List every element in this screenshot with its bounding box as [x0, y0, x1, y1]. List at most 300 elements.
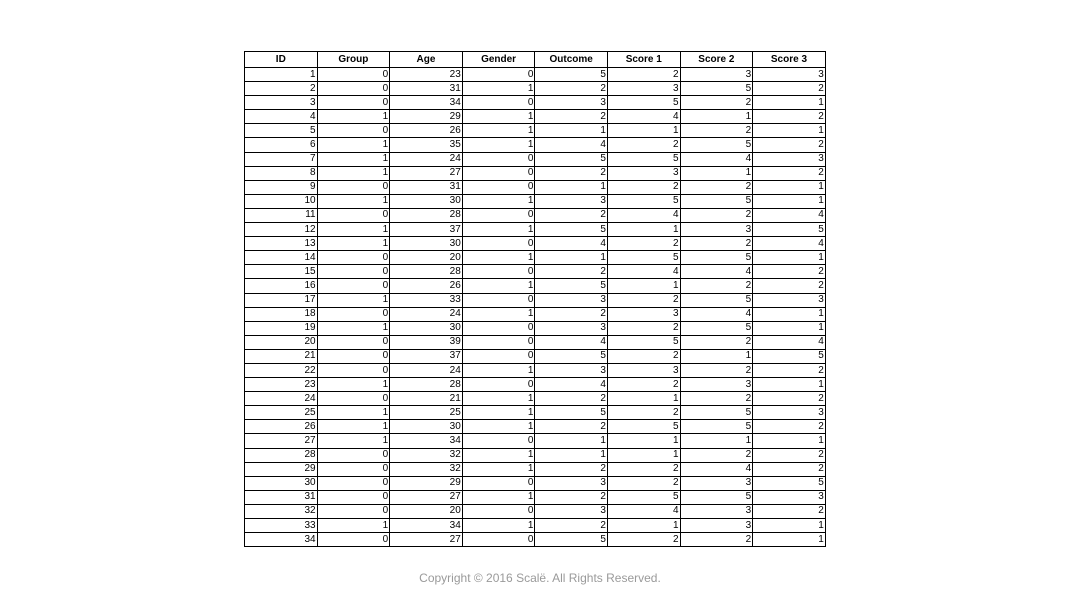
cell-gender: 1 — [462, 110, 535, 124]
cell-age: 28 — [390, 378, 463, 392]
cell-score-1: 5 — [607, 251, 680, 265]
table-row — [245, 378, 826, 392]
cell-group: 1 — [317, 138, 390, 152]
cell-gender: 1 — [462, 223, 535, 237]
cell-score-3: 3 — [753, 152, 826, 166]
cell-group: 0 — [317, 476, 390, 490]
table-row — [245, 321, 826, 335]
cell-age: 37 — [390, 223, 463, 237]
cell-score-1: 5 — [607, 420, 680, 434]
cell-score-1: 2 — [607, 406, 680, 420]
cell-score-1: 1 — [607, 448, 680, 462]
table-row — [245, 82, 826, 96]
cell-group: 0 — [317, 208, 390, 222]
cell-score-1: 3 — [607, 166, 680, 180]
cell-age: 33 — [390, 293, 463, 307]
cell-score-3: 3 — [753, 68, 826, 82]
cell-group: 0 — [317, 448, 390, 462]
cell-age: 23 — [390, 68, 463, 82]
cell-age: 26 — [390, 279, 463, 293]
cell-gender: 0 — [462, 96, 535, 110]
cell-score-2: 5 — [680, 138, 753, 152]
cell-score-2: 3 — [680, 504, 753, 518]
cell-score-2: 5 — [680, 321, 753, 335]
cell-outcome: 3 — [535, 321, 608, 335]
cell-group: 0 — [317, 124, 390, 138]
cell-gender: 0 — [462, 533, 535, 547]
copyright-notice: Copyright © 2016 Scalë. All Rights Reserved. — [419, 571, 661, 585]
cell-gender: 0 — [462, 68, 535, 82]
cell-id: 33 — [245, 519, 318, 533]
cell-score-2: 2 — [680, 208, 753, 222]
cell-group: 0 — [317, 504, 390, 518]
cell-outcome: 5 — [535, 223, 608, 237]
cell-score-1: 4 — [607, 110, 680, 124]
cell-id: 10 — [245, 194, 318, 208]
cell-score-1: 4 — [607, 208, 680, 222]
cell-score-2: 2 — [680, 279, 753, 293]
column-header-score-2: Score 2 — [680, 52, 753, 68]
cell-age: 30 — [390, 237, 463, 251]
cell-score-3: 4 — [753, 237, 826, 251]
cell-score-1: 1 — [607, 279, 680, 293]
cell-score-2: 2 — [680, 335, 753, 349]
cell-outcome: 5 — [535, 152, 608, 166]
cell-score-3: 1 — [753, 180, 826, 194]
cell-score-2: 5 — [680, 406, 753, 420]
cell-age: 27 — [390, 166, 463, 180]
cell-id: 34 — [245, 533, 318, 547]
cell-score-3: 4 — [753, 335, 826, 349]
cell-gender: 0 — [462, 476, 535, 490]
cell-score-3: 2 — [753, 504, 826, 518]
table-row — [245, 138, 826, 152]
table-row — [245, 265, 826, 279]
cell-gender: 0 — [462, 349, 535, 363]
cell-score-3: 4 — [753, 208, 826, 222]
table-row — [245, 434, 826, 448]
cell-id: 25 — [245, 406, 318, 420]
cell-score-1: 5 — [607, 152, 680, 166]
cell-score-2: 4 — [680, 307, 753, 321]
cell-score-3: 2 — [753, 138, 826, 152]
cell-group: 0 — [317, 307, 390, 321]
cell-outcome: 4 — [535, 138, 608, 152]
table-row — [245, 335, 826, 349]
cell-score-1: 2 — [607, 462, 680, 476]
cell-group: 0 — [317, 533, 390, 547]
cell-id: 9 — [245, 180, 318, 194]
cell-score-3: 2 — [753, 448, 826, 462]
cell-gender: 0 — [462, 321, 535, 335]
cell-age: 39 — [390, 335, 463, 349]
cell-age: 27 — [390, 533, 463, 547]
cell-id: 29 — [245, 462, 318, 476]
cell-group: 1 — [317, 406, 390, 420]
table-row — [245, 208, 826, 222]
cell-outcome: 2 — [535, 110, 608, 124]
cell-score-2: 1 — [680, 434, 753, 448]
cell-outcome: 3 — [535, 96, 608, 110]
cell-id: 6 — [245, 138, 318, 152]
cell-outcome: 1 — [535, 448, 608, 462]
cell-score-1: 4 — [607, 504, 680, 518]
cell-id: 14 — [245, 251, 318, 265]
table-row — [245, 363, 826, 377]
cell-age: 30 — [390, 321, 463, 335]
cell-score-2: 1 — [680, 166, 753, 180]
cell-score-3: 1 — [753, 251, 826, 265]
cell-gender: 1 — [462, 194, 535, 208]
cell-score-2: 3 — [680, 378, 753, 392]
cell-score-3: 1 — [753, 96, 826, 110]
cell-id: 26 — [245, 420, 318, 434]
cell-age: 24 — [390, 152, 463, 166]
cell-id: 15 — [245, 265, 318, 279]
cell-outcome: 5 — [535, 279, 608, 293]
cell-gender: 1 — [462, 307, 535, 321]
cell-gender: 0 — [462, 335, 535, 349]
cell-gender: 0 — [462, 237, 535, 251]
cell-gender: 0 — [462, 265, 535, 279]
column-header-score-3: Score 3 — [753, 52, 826, 68]
cell-group: 0 — [317, 82, 390, 96]
cell-score-1: 5 — [607, 490, 680, 504]
cell-score-2: 4 — [680, 265, 753, 279]
table-row — [245, 533, 826, 547]
table-row — [245, 237, 826, 251]
cell-age: 29 — [390, 476, 463, 490]
column-header-score-1: Score 1 — [607, 52, 680, 68]
cell-outcome: 3 — [535, 476, 608, 490]
cell-score-3: 5 — [753, 223, 826, 237]
cell-score-2: 2 — [680, 124, 753, 138]
cell-score-3: 3 — [753, 490, 826, 504]
cell-score-1: 2 — [607, 321, 680, 335]
cell-score-3: 1 — [753, 533, 826, 547]
cell-id: 22 — [245, 363, 318, 377]
cell-score-2: 3 — [680, 68, 753, 82]
cell-score-2: 2 — [680, 180, 753, 194]
cell-score-1: 2 — [607, 349, 680, 363]
cell-outcome: 2 — [535, 82, 608, 96]
cell-group: 1 — [317, 519, 390, 533]
cell-score-1: 2 — [607, 180, 680, 194]
cell-id: 19 — [245, 321, 318, 335]
cell-gender: 1 — [462, 406, 535, 420]
cell-score-2: 5 — [680, 194, 753, 208]
cell-score-2: 5 — [680, 251, 753, 265]
table-row — [245, 110, 826, 124]
cell-group: 0 — [317, 392, 390, 406]
cell-score-1: 2 — [607, 476, 680, 490]
cell-id: 24 — [245, 392, 318, 406]
cell-score-1: 2 — [607, 68, 680, 82]
table-row — [245, 392, 826, 406]
table-row — [245, 194, 826, 208]
cell-age: 27 — [390, 490, 463, 504]
cell-outcome: 2 — [535, 307, 608, 321]
cell-group: 1 — [317, 434, 390, 448]
cell-score-2: 1 — [680, 349, 753, 363]
cell-score-2: 1 — [680, 110, 753, 124]
cell-gender: 1 — [462, 82, 535, 96]
cell-score-1: 2 — [607, 138, 680, 152]
cell-gender: 1 — [462, 462, 535, 476]
cell-score-2: 2 — [680, 96, 753, 110]
cell-outcome: 3 — [535, 363, 608, 377]
cell-group: 0 — [317, 96, 390, 110]
table-row — [245, 448, 826, 462]
cell-gender: 0 — [462, 152, 535, 166]
cell-score-2: 4 — [680, 462, 753, 476]
cell-id: 18 — [245, 307, 318, 321]
cell-score-2: 3 — [680, 519, 753, 533]
cell-score-2: 4 — [680, 152, 753, 166]
cell-gender: 0 — [462, 504, 535, 518]
cell-group: 1 — [317, 223, 390, 237]
cell-score-3: 1 — [753, 124, 826, 138]
cell-gender: 1 — [462, 448, 535, 462]
cell-score-1: 3 — [607, 82, 680, 96]
cell-score-1: 3 — [607, 363, 680, 377]
cell-score-2: 2 — [680, 392, 753, 406]
cell-outcome: 5 — [535, 68, 608, 82]
cell-gender: 1 — [462, 251, 535, 265]
data-table — [244, 51, 826, 547]
cell-score-3: 5 — [753, 349, 826, 363]
cell-score-3: 1 — [753, 307, 826, 321]
cell-id: 27 — [245, 434, 318, 448]
cell-score-3: 2 — [753, 265, 826, 279]
cell-id: 17 — [245, 293, 318, 307]
table-row — [245, 476, 826, 490]
cell-outcome: 3 — [535, 194, 608, 208]
cell-gender: 0 — [462, 180, 535, 194]
cell-age: 31 — [390, 180, 463, 194]
table-row — [245, 293, 826, 307]
cell-score-2: 2 — [680, 237, 753, 251]
cell-score-3: 2 — [753, 420, 826, 434]
cell-age: 37 — [390, 349, 463, 363]
cell-age: 24 — [390, 363, 463, 377]
table-row — [245, 349, 826, 363]
table-body — [245, 68, 826, 547]
table-row — [245, 490, 826, 504]
table-row — [245, 251, 826, 265]
table-row — [245, 68, 826, 82]
table-row — [245, 462, 826, 476]
cell-age: 25 — [390, 406, 463, 420]
table-row — [245, 223, 826, 237]
cell-group: 0 — [317, 68, 390, 82]
cell-id: 30 — [245, 476, 318, 490]
cell-group: 1 — [317, 152, 390, 166]
table-row — [245, 307, 826, 321]
cell-gender: 1 — [462, 519, 535, 533]
cell-group: 0 — [317, 335, 390, 349]
cell-score-2: 5 — [680, 420, 753, 434]
column-header-outcome: Outcome — [535, 52, 608, 68]
cell-age: 30 — [390, 420, 463, 434]
cell-score-2: 5 — [680, 293, 753, 307]
cell-score-3: 1 — [753, 194, 826, 208]
cell-group: 1 — [317, 321, 390, 335]
cell-id: 20 — [245, 335, 318, 349]
cell-score-1: 1 — [607, 434, 680, 448]
cell-score-3: 1 — [753, 519, 826, 533]
cell-gender: 1 — [462, 420, 535, 434]
table-row — [245, 504, 826, 518]
cell-score-1: 2 — [607, 378, 680, 392]
cell-outcome: 5 — [535, 533, 608, 547]
cell-outcome: 5 — [535, 349, 608, 363]
cell-score-2: 5 — [680, 82, 753, 96]
cell-score-3: 2 — [753, 363, 826, 377]
cell-score-2: 2 — [680, 533, 753, 547]
table-row — [245, 180, 826, 194]
cell-age: 35 — [390, 138, 463, 152]
column-header-id: ID — [245, 52, 318, 68]
cell-outcome: 2 — [535, 265, 608, 279]
cell-score-1: 4 — [607, 265, 680, 279]
cell-age: 29 — [390, 110, 463, 124]
cell-group: 1 — [317, 237, 390, 251]
cell-age: 32 — [390, 462, 463, 476]
cell-group: 1 — [317, 194, 390, 208]
cell-score-1: 2 — [607, 293, 680, 307]
cell-outcome: 2 — [535, 392, 608, 406]
cell-id: 5 — [245, 124, 318, 138]
cell-group: 0 — [317, 490, 390, 504]
cell-score-1: 1 — [607, 124, 680, 138]
cell-outcome: 5 — [535, 406, 608, 420]
cell-score-1: 5 — [607, 335, 680, 349]
cell-outcome: 2 — [535, 462, 608, 476]
cell-outcome: 2 — [535, 420, 608, 434]
cell-id: 11 — [245, 208, 318, 222]
cell-score-1: 1 — [607, 392, 680, 406]
cell-age: 20 — [390, 251, 463, 265]
cell-group: 0 — [317, 363, 390, 377]
cell-score-3: 2 — [753, 82, 826, 96]
cell-gender: 1 — [462, 392, 535, 406]
cell-score-3: 2 — [753, 279, 826, 293]
cell-id: 1 — [245, 68, 318, 82]
cell-outcome: 3 — [535, 293, 608, 307]
cell-outcome: 4 — [535, 378, 608, 392]
cell-outcome: 2 — [535, 519, 608, 533]
cell-age: 20 — [390, 504, 463, 518]
cell-outcome: 4 — [535, 237, 608, 251]
cell-id: 21 — [245, 349, 318, 363]
cell-id: 3 — [245, 96, 318, 110]
cell-group: 1 — [317, 166, 390, 180]
cell-score-1: 2 — [607, 237, 680, 251]
cell-score-3: 5 — [753, 476, 826, 490]
cell-gender: 1 — [462, 279, 535, 293]
cell-score-1: 1 — [607, 519, 680, 533]
cell-outcome: 1 — [535, 180, 608, 194]
cell-score-1: 3 — [607, 307, 680, 321]
cell-outcome: 2 — [535, 166, 608, 180]
table-row — [245, 124, 826, 138]
cell-score-2: 5 — [680, 490, 753, 504]
table-row — [245, 406, 826, 420]
table-row — [245, 519, 826, 533]
cell-score-3: 2 — [753, 392, 826, 406]
cell-group: 0 — [317, 265, 390, 279]
table-row — [245, 152, 826, 166]
cell-age: 28 — [390, 208, 463, 222]
cell-score-2: 3 — [680, 476, 753, 490]
cell-gender: 0 — [462, 166, 535, 180]
cell-gender: 1 — [462, 124, 535, 138]
cell-outcome: 1 — [535, 124, 608, 138]
cell-outcome: 2 — [535, 208, 608, 222]
cell-score-3: 3 — [753, 293, 826, 307]
cell-id: 23 — [245, 378, 318, 392]
table-row — [245, 96, 826, 110]
table-row — [245, 166, 826, 180]
cell-id: 2 — [245, 82, 318, 96]
cell-age: 24 — [390, 307, 463, 321]
cell-score-2: 3 — [680, 223, 753, 237]
cell-age: 31 — [390, 82, 463, 96]
cell-gender: 1 — [462, 490, 535, 504]
cell-gender: 0 — [462, 293, 535, 307]
cell-group: 0 — [317, 279, 390, 293]
cell-gender: 1 — [462, 363, 535, 377]
cell-age: 28 — [390, 265, 463, 279]
cell-score-1: 2 — [607, 533, 680, 547]
cell-id: 32 — [245, 504, 318, 518]
table-row — [245, 279, 826, 293]
cell-score-1: 1 — [607, 223, 680, 237]
cell-score-3: 2 — [753, 462, 826, 476]
cell-id: 31 — [245, 490, 318, 504]
cell-group: 1 — [317, 110, 390, 124]
cell-outcome: 1 — [535, 434, 608, 448]
cell-score-3: 1 — [753, 378, 826, 392]
cell-group: 0 — [317, 180, 390, 194]
cell-age: 26 — [390, 124, 463, 138]
table-row — [245, 420, 826, 434]
cell-group: 0 — [317, 462, 390, 476]
cell-score-1: 5 — [607, 96, 680, 110]
cell-group: 1 — [317, 378, 390, 392]
cell-outcome: 3 — [535, 504, 608, 518]
column-header-group: Group — [317, 52, 390, 68]
cell-age: 21 — [390, 392, 463, 406]
cell-gender: 0 — [462, 434, 535, 448]
column-header-gender: Gender — [462, 52, 535, 68]
cell-age: 34 — [390, 96, 463, 110]
cell-score-3: 3 — [753, 406, 826, 420]
cell-score-3: 1 — [753, 434, 826, 448]
cell-gender: 1 — [462, 138, 535, 152]
cell-age: 34 — [390, 519, 463, 533]
header-row — [245, 52, 826, 68]
cell-score-2: 2 — [680, 448, 753, 462]
cell-group: 0 — [317, 251, 390, 265]
cell-score-3: 1 — [753, 321, 826, 335]
cell-id: 4 — [245, 110, 318, 124]
cell-outcome: 1 — [535, 251, 608, 265]
column-header-age: Age — [390, 52, 463, 68]
cell-id: 16 — [245, 279, 318, 293]
cell-age: 32 — [390, 448, 463, 462]
